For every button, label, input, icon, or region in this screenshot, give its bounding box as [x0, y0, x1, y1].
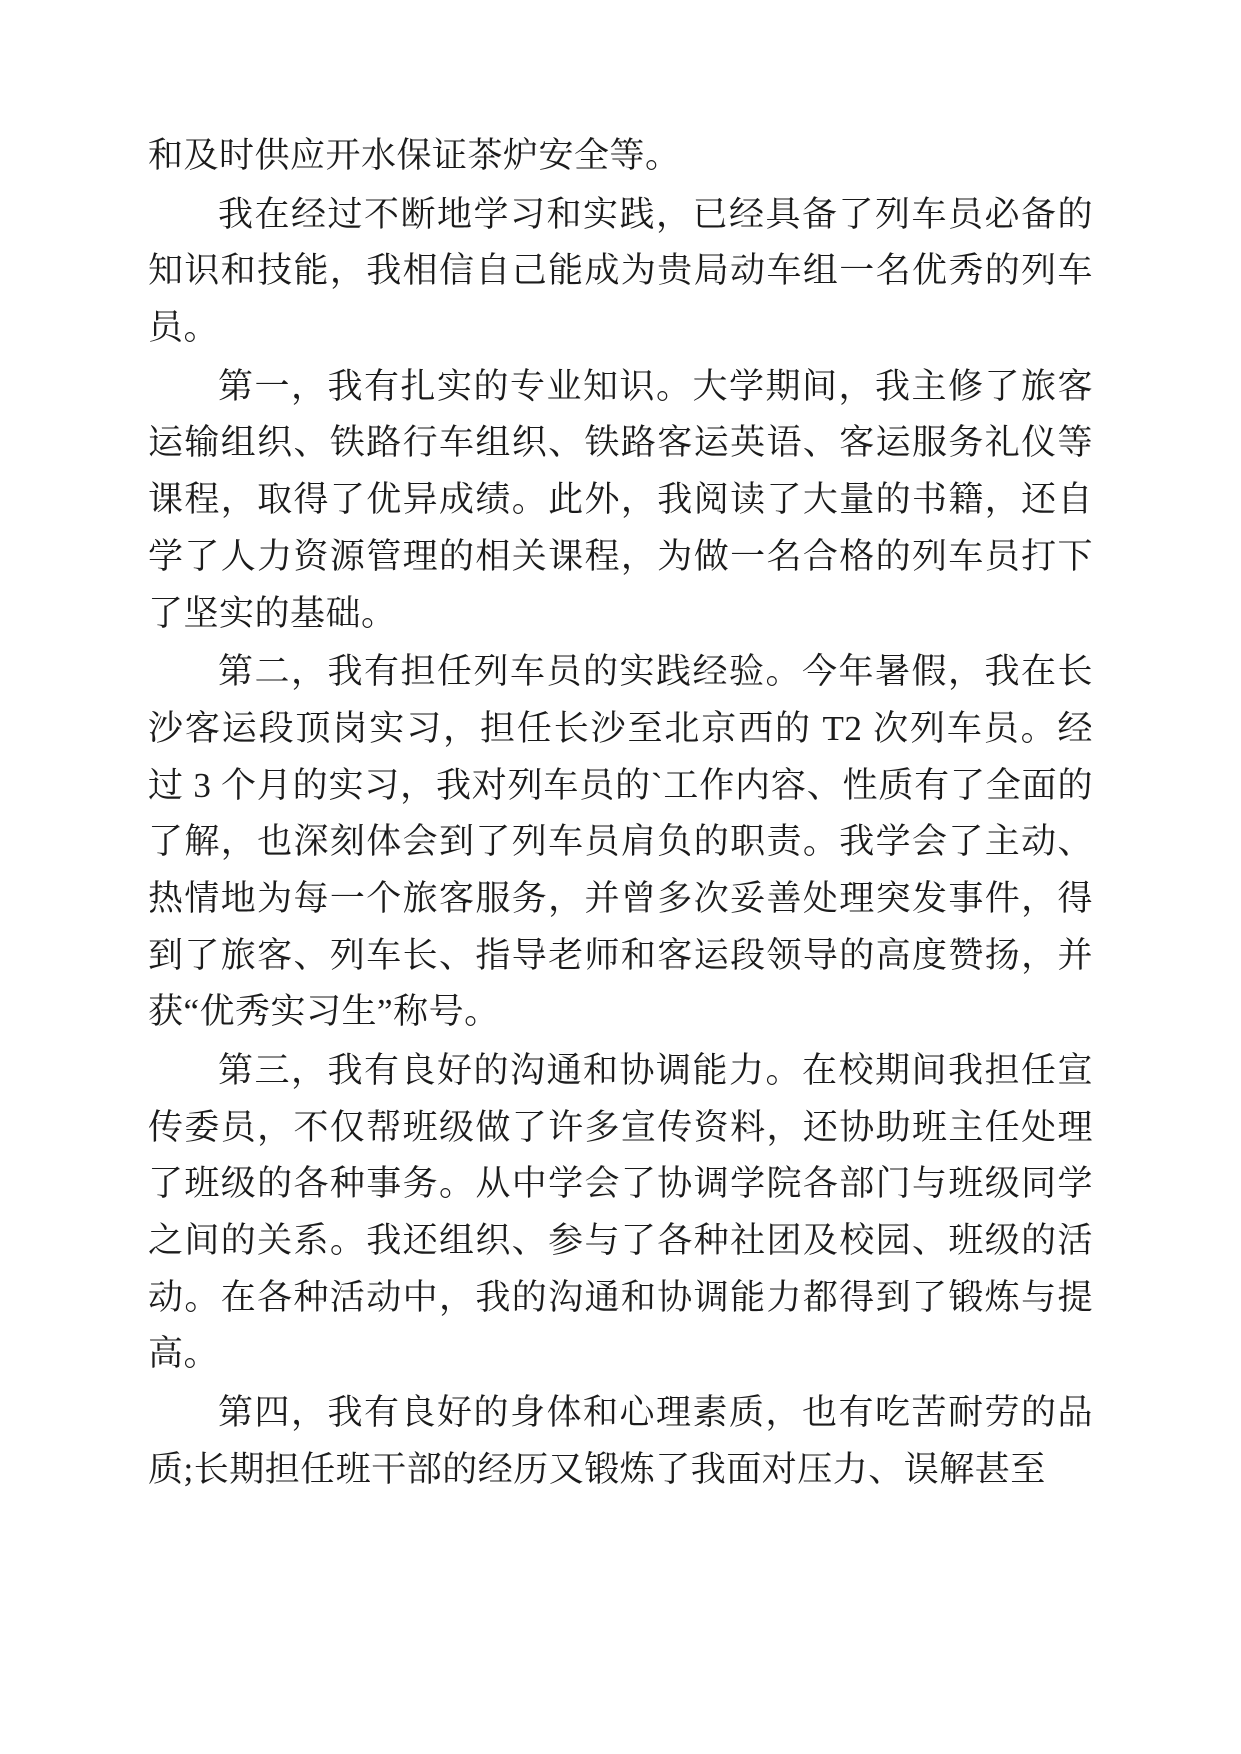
document-body — [148, 128, 1093, 1499]
paragraph-4: 第二，我有担任列车员的实践经验。今年暑假，我在长沙客运段顶岗实习，担任长沙至北京西的 T2 次列车员。经过 3 个月的实习，我对列车员的`工作内容、性质有了全面的了解，也深刻体会到了列车员肩负的职责。我学会了主动、热情地为每一个旅客服务，并曾多次妥善处理突发事件，得到了旅客、列车长、指导老师和客运段领导的高度赞扬，并获“优秀实习生”称号。 — [148, 652, 1093, 1032]
paragraph-5: 第三，我有良好的沟通和协调能力。在校期间我担任宣传委员，不仅帮班级做了许多宣传资料，还协助班主任处理了班级的各种事务。从中学会了协调学院各部门与班级同学之间的关系。我还组织、参与了各种社团及校园、班级的活动。在各种活动中，我的沟通和协调能力都得到了锻炼与提高。 — [148, 1051, 1093, 1374]
paragraph-2: 我在经过不断地学习和实践，已经具备了列车员必备的知识和技能，我相信自己能成为贵局动车组一名优秀的列车员。 — [148, 194, 1093, 348]
paragraph-1: 和及时供应开水保证茶炉安全等。 — [148, 136, 681, 175]
paragraph-3: 第一，我有扎实的专业知识。大学期间，我主修了旅客运输组织、铁路行车组织、铁路客运英语、客运服务礼仪等课程，取得了优异成绩。此外，我阅读了大量的书籍，还自学了人力资源管理的相关课程，为做一名合格的列车员打下了坚实的基础。 — [148, 366, 1093, 633]
paragraph-6: 第四，我有良好的身体和心理素质，也有吃苦耐劳的品质;长期担任班干部的经历又锻炼了我面对压力、误解甚至 — [148, 1393, 1093, 1489]
